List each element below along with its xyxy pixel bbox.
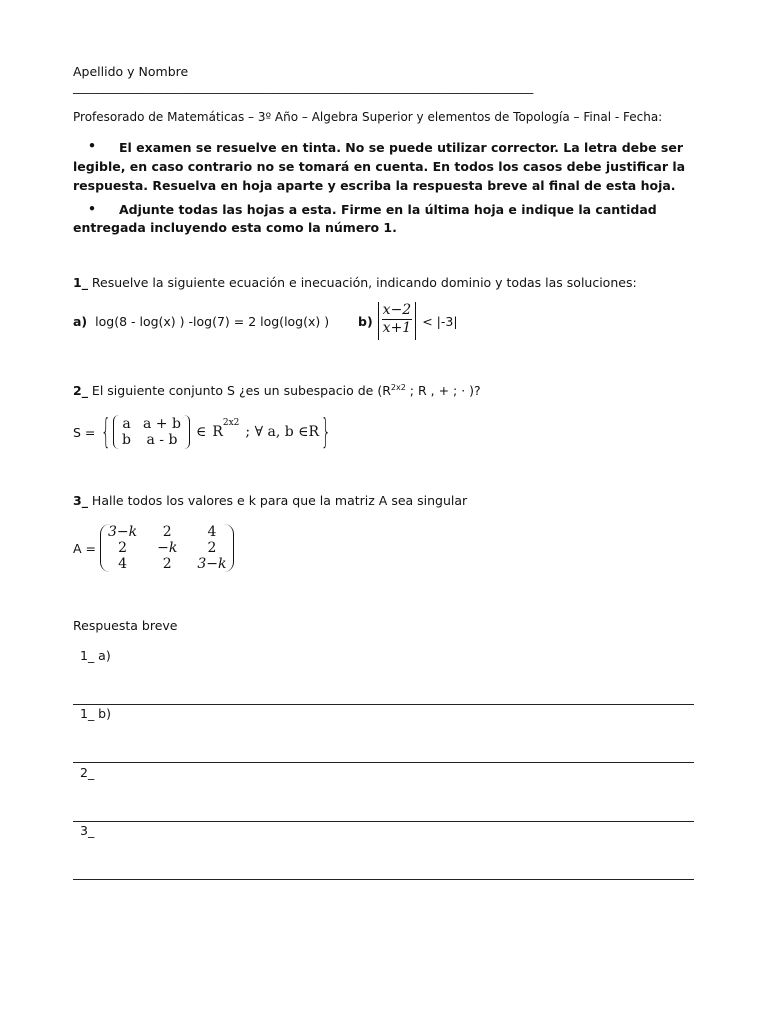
q2-space: R — [212, 424, 223, 440]
q3-m33: 3−k — [197, 556, 227, 572]
q2-matrix-table — [116, 416, 187, 448]
q1-number: 1_ — [73, 275, 88, 290]
name-label: Apellido y Nombre — [73, 64, 189, 79]
q1b-label: b) — [358, 313, 373, 329]
q3-m22: −k — [157, 540, 178, 556]
answer-line-2[interactable] — [73, 821, 694, 822]
answer-line-1b[interactable] — [73, 762, 694, 763]
q3-number: 3_ — [73, 493, 88, 508]
q2-text: El siguiente conjunto S ¿es un subespacio de (R — [87, 383, 391, 399]
q2-set — [73, 412, 333, 452]
q3-m32: 2 — [162, 556, 172, 572]
q2-matrix — [113, 415, 190, 449]
q2-matrix-row — [116, 416, 187, 432]
q3-matrix-table — [102, 524, 232, 572]
q3-matrix-label: A = — [73, 540, 96, 556]
q2-right-brace: } — [320, 412, 331, 452]
q2-condition: ; ∀ a, b ∈R — [245, 424, 320, 440]
answer-line-1a[interactable] — [73, 704, 694, 705]
instruction-1: El examen se resuelve en tinta. No se puede utilizar corrector. La letra debe ser legible, en caso contrario no se tomará en cuenta. En todos los casos debe justificar la respuesta. Resuelva en hoja aparte y escriba la respuesta breve al final de esta hoja. — [73, 140, 686, 193]
q2-set-label: S = — [73, 424, 96, 440]
q3-text: Halle todos los valores e k para que la matriz A sea singular — [87, 493, 468, 508]
q2-space-sup: 2x2 — [222, 418, 240, 428]
answers-title: Respuesta breve — [73, 618, 178, 633]
q2-statement — [73, 383, 481, 398]
bullet-2: • — [88, 201, 96, 216]
q3-m23: 2 — [207, 540, 217, 556]
q3-matrix-row — [102, 540, 232, 556]
course-line: Profesorado de Matemáticas – 3º Año – Algebra Superior y elementos de Topología – Final - Fecha: — [73, 110, 663, 124]
q2-m11: a — [122, 416, 131, 432]
q2-m22: a - b — [146, 432, 178, 448]
answer-label-3: 3_ — [80, 823, 95, 838]
answer-label-1b: 1_ b) — [80, 706, 111, 721]
q1b-fraction — [382, 302, 413, 337]
answer-label-2: 2_ — [80, 765, 95, 780]
q2-m12: a + b — [143, 416, 181, 432]
q3-m31: 4 — [118, 556, 128, 572]
q1b-denominator: x+1 — [382, 320, 412, 336]
q2-number: 2_ — [73, 383, 88, 399]
q1-statement — [73, 275, 637, 290]
q1b-absolute-value — [378, 302, 417, 340]
q1a — [73, 314, 329, 329]
answer-label-1a: 1_ a) — [80, 648, 111, 663]
q2-left-brace: { — [101, 412, 112, 452]
q2-element-of: ∈ — [195, 424, 207, 440]
q3-matrix — [100, 524, 234, 572]
q3-statement — [73, 493, 467, 508]
answer-line-3[interactable] — [73, 879, 694, 880]
q3-m12: 2 — [162, 524, 172, 540]
instruction-2: Adjunte todas las hojas a esta. Firme en la última hoja e indique la cantidad entregada incluyendo esta como la número 1. — [73, 202, 657, 235]
q2-matrix-row — [116, 432, 187, 448]
bullet-1: • — [88, 138, 96, 153]
q3-m11: 3−k — [108, 524, 138, 540]
q1b-numerator: x−2 — [382, 302, 412, 318]
q1-text: Resuelve la siguiente ecuación e inecuación, indicando dominio y todas las soluciones: — [87, 275, 637, 290]
q3-m13: 4 — [207, 524, 217, 540]
q3-m21: 2 — [118, 540, 128, 556]
q1b-inequality: < |-3| — [422, 313, 458, 329]
q3-matrix-block — [73, 520, 234, 576]
q2-sup: 2x2 — [390, 383, 406, 392]
name-underline: ______________________________________________________________________________ — [73, 80, 534, 94]
q2-text-end: ; R , + ; · )? — [405, 383, 481, 399]
q1a-label: a) — [73, 314, 88, 329]
q1b — [358, 302, 458, 340]
q3-matrix-row — [102, 524, 232, 540]
q1a-equation: log(8 - log(x) ) -log(7) = 2 log(log(x) ) — [95, 314, 330, 329]
q2-m21: b — [122, 432, 131, 448]
q3-matrix-row — [102, 556, 232, 572]
